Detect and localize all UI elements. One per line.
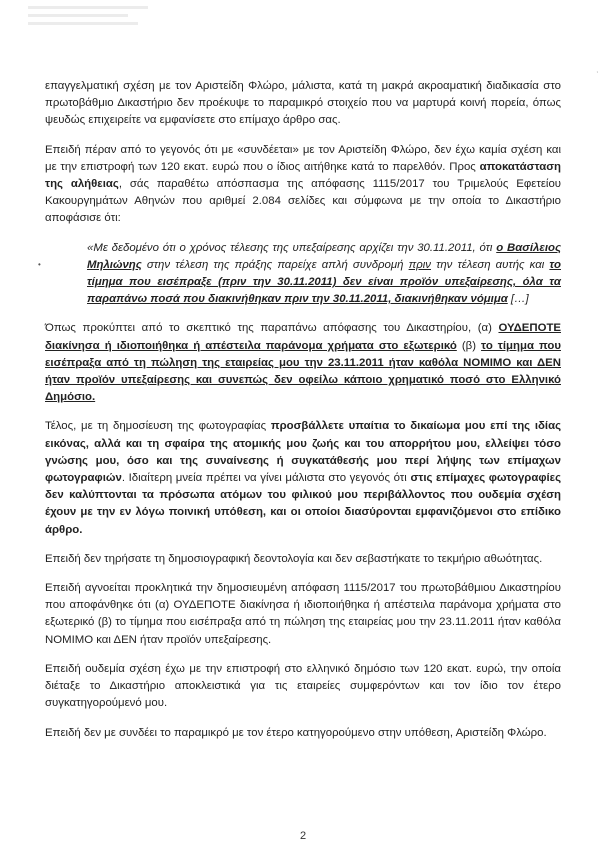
text: , σάς παραθέτω απόσπασμα της απόφασης 1115/2017 του Τριμελούς Εφετείου Κακουργημάτων Αθηνών που αριθμεί 2.084 σελίδες και σύμφωνα με την οποία το Δικαστήριο αποφάσισε ότι: xyxy=(45,178,562,225)
text: Επειδή πέραν από το γεγονός ότι με «συνδέεται» με τον Αριστείδη Φλώρο, δεν έχω καμία σχέση και με την επιστροφή των 120 εκατ. ευρώ που ο ίδιος αιτήθηκε κατά το παρελθόν. Προς xyxy=(45,143,561,173)
paragraph-8 xyxy=(45,661,561,713)
text: (β) xyxy=(456,339,482,352)
paragraph-6 xyxy=(45,551,561,568)
text: στην τέλεση της πράξης παρείχε απλή συνδρομή xyxy=(141,258,409,271)
text: επαγγελματική σχέση με τον Αριστείδη Φλώρο, μάλιστα, κατά τη μακρά ακροαματική διαδικασία στο πρωτοβάθμιο Δικαστήριο δεν προέκυψε το παραμικρό στοιχείο που να μαρτυρά κοινή πορεία, όπως ψευδώς επιχειρείτε να εμφανίσετε στο επίμαχο άρθρο σας. xyxy=(45,80,561,127)
text: Επειδή δεν τηρήσατε τη δημοσιογραφική δεοντολογία και δεν σεβαστήκατε το τεκμήριο αθωότητας. xyxy=(45,552,543,565)
paragraph-5 xyxy=(45,418,561,538)
bold-text: στις επίμαχες φωτογραφίες δεν καλύπτονται τα πρόσωπα ατόμων του φιλικού μου περιβάλλοντος που ουδεμία σχέση έχουν με την εν λόγω ποινική υπόθεση, και οι οποίοι διασύρονται εμφανιζόμενοι στο επίδικο άρθρο. xyxy=(45,472,561,536)
paragraph-4 xyxy=(45,320,561,406)
paragraph-1 xyxy=(45,78,561,130)
margin-mark: • xyxy=(38,260,41,269)
text: Όπως προκύπτει από το σκεπτικό της παραπάνω απόφασης του Δικαστηρίου, (α) xyxy=(45,322,499,335)
bold-text: αποκατάσταση της αλήθειας xyxy=(45,160,561,191)
bold-underlined-text: ο Βασίλειος Μηλιώνης xyxy=(87,241,561,271)
text: […] xyxy=(507,293,529,306)
text: Επειδή ουδεμία σχέση έχω με την επιστροφή στο ελληνικό δημόσιο των 120 εκατ. ευρώ, την οποία διέταξε το Δικαστήριο αποκλειστικά για τις εταιρείες συμφερόντων και τον ίδιο τον έτερο συγκατηγορούμενό μου. xyxy=(45,662,561,710)
text: Τέλος, με τη δημοσίευση της φωτογραφίας xyxy=(45,420,271,433)
paragraph-2 xyxy=(45,142,561,228)
quote-paragraph xyxy=(87,240,561,309)
edge-mark: ʹ xyxy=(596,70,598,79)
bold-underlined-text: ΟΥΔΕΠΟΤΕ διακίνησα ή ιδιοποιήθηκα ή απέστειλα παράνομα χρήματα στο εξωτερικό xyxy=(45,322,561,352)
text: την τέλεση αυτής και xyxy=(430,258,550,271)
faded-stamp-graphic xyxy=(28,2,168,30)
underlined-text: πριν xyxy=(408,258,431,271)
paragraph-9 xyxy=(45,725,561,742)
page-number: 2 xyxy=(299,830,307,842)
faded-header-stamp xyxy=(28,2,168,30)
paragraph-7 xyxy=(45,580,561,649)
text: Επειδή αγνοείται προκλητικά την δημοσιευμένη απόφαση 1115/2017 του πρωτοβάθμιου Δικαστηρίου που αποφάνθηκε ότι (α) ΟΥΔΕΠΟΤΕ διακίνησα ή ιδιοποιήθηκα ή απέστειλα παράνομα χρήματα στο εξωτερικό (β) το τίμημα που εισέπραξα από τη πώληση της εταιρείας μου την 23.11.2011 ήταν καθόλα ΝΟΜΙΜΟ και ΔΕΝ ήταν προϊόν υπεξαίρεσης. xyxy=(45,582,561,646)
bold-underlined-text: το τίμημα που εισέπραξε (πριν την 30.11.2011) δεν είναι προϊόν υπεξαίρεσης, όλα τα παραπάνω ποσά που διακινήθηκαν πριν την 30.11.2011, διακινήθηκαν νόμιμα xyxy=(87,258,561,306)
document-body xyxy=(45,78,561,754)
text: Επειδή δεν με συνδέει το παραμικρό με τον έτερο κατηγορούμενο στην υπόθεση, Αριστείδη Φλώρο. xyxy=(45,726,547,739)
text: . Ιδιαίτερη μνεία πρέπει να γίνει μάλιστα στο γεγονός ότι xyxy=(121,472,411,485)
text: «Με δεδομένο ότι ο χρόνος τέλεσης της υπεξαίρεσης αρχίζει την 30.11.2011, ότι xyxy=(87,241,497,254)
bold-text: προσβάλλετε υπαίτια το δικαίωμα μου επί της ιδίας εικόνας, αλλά και τη σφαίρα της ατομικής μου ζωής και του απορρήτου μου, ελλείψει τόσο γνώσης μου, όσο και της συναίνεσης ή συγκατάθεσής μου περί λήψης των επίμαχων φωτογραφιών xyxy=(45,420,561,485)
bold-underlined-text: το τίμημα που εισέπραξα από τη πώληση της εταιρείας μου την 23.11.2011 ήταν καθόλα ΝΟΜΙΜΟ και ΔΕΝ ήταν προϊόν υπεξαίρεσης και συνεπώς δεν οφείλω κάποιο χρηματικό ποσό στο Ελληνικό Δημόσιο. xyxy=(45,339,561,404)
